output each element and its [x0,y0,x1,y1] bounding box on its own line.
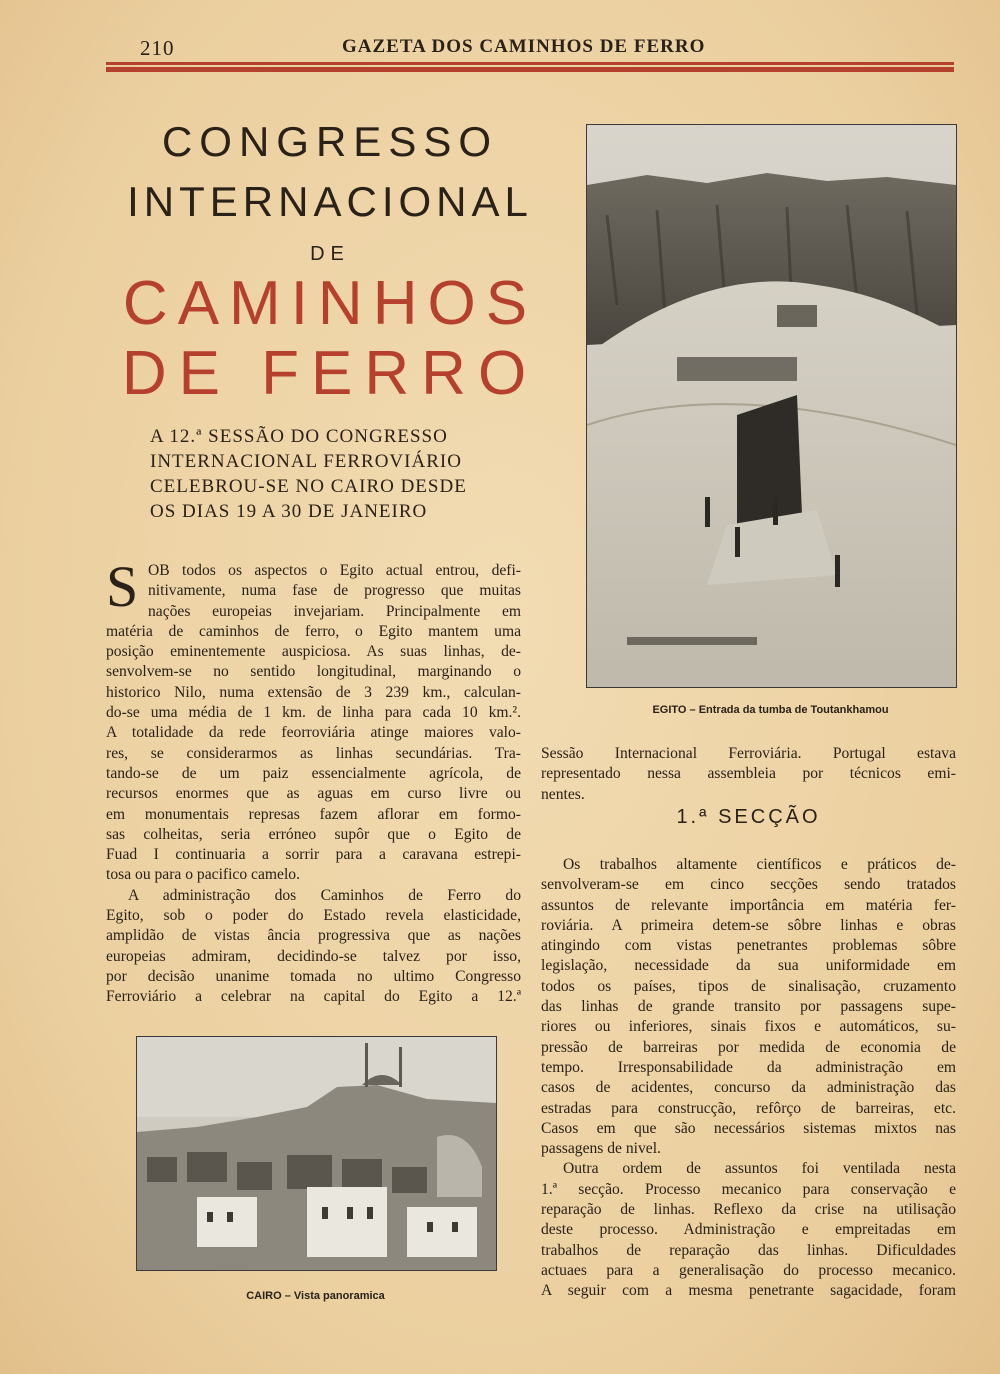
header-rule-thick [106,67,954,72]
text-line: roviária. A primeira detem-se sôbre linhas e obras [541,916,956,934]
text-line: nitivamente, numa fase de progresso que muitas [148,582,521,600]
text-line: historico Nilo, numa extensão de 3 239 km., calculan- [106,683,521,701]
title-line-2: INTERNACIONAL [127,178,533,225]
text-line: Casos em que são necessários sistemas mixtos nas [541,1119,956,1137]
text-line: 1.ª secção. Processo mecanico para conservação e [541,1180,956,1198]
text-line: Ferroviário a celebrar na capital do Egito a 12.ª [106,988,521,1006]
drop-cap: S [106,554,139,619]
text-line: assuntos de relevante importância em matéria fer- [541,896,956,914]
text-line: pressão de barreiras por medida de economia de [541,1038,956,1056]
subtitle-line: CELEBROU-SE NO CAIRO DESDE [150,476,467,497]
text-line: do-se uma média de 1 km. de linha para cada 10 km.². [106,704,521,722]
text-line: estradas para construcção, refôrço de barreiras, etc. [541,1099,956,1117]
title-line-5: DE FERRO [121,339,539,408]
text-line: deste processo. Administração e empreitadas em [541,1221,956,1239]
text-line: res, se considerarmos as linhas secundárias. Tra- [106,744,521,762]
text-line: senvolvem-se no sentido longitudinal, marginando o [106,663,521,681]
title-line-4: CAMINHOS [122,269,538,338]
left-column-text [106,561,521,1008]
text-line: A seguir com a mesma penetrante sagacidade, foram [541,1282,956,1300]
article-subtitle [150,424,510,524]
text-line: A administração dos Caminhos de Ferro do [128,886,521,904]
subtitle-line: INTERNACIONAL FERROVIÁRIO [150,451,462,472]
text-line: tando-se de um paiz essencialmente agrícola, de [106,764,521,782]
text-line: passagens de nivel. [541,1140,661,1158]
text-line: Sessão Internacional Ferroviária. Portugal estava [541,745,956,762]
text-line: em monumentais represas fazem aflorar em formo- [106,805,521,823]
text-line: A totalidade da rede feorroviária atinge maiores valo- [106,724,521,742]
text-line: nentes. [541,785,585,803]
text-line: senvolveram-se em cinco secções sendo tratados [541,876,956,894]
photo-tomb-entrance [586,124,957,688]
photo-cairo-panorama [136,1036,497,1271]
header-rule-thin [106,62,954,65]
text-line: tempo. Irresponsabilidade da administração em [541,1058,956,1076]
text-line: sas colheitas, seria erróneo supôr que o Egito de [106,825,521,843]
text-line: matéria de caminhos de ferro, o Egito mantem uma [106,622,521,640]
text-line: recursos enormes que as aguas em curso livre ou [106,785,521,803]
text-line: reparação de linhas. Reflexo da crise na utilisação [541,1201,956,1219]
text-line: representado nessa assembleia por técnicos emi- [541,765,956,783]
text-line: posição eminentemente auspiciosa. As suas linhas, de- [106,643,521,661]
right-column-top-text [541,744,956,805]
text-line: tosa ou para o pacifico camelo. [106,866,300,884]
text-line: riores ou inferiores, sinais fixos e automáticos, su- [541,1018,956,1036]
section-heading: 1.ª SECÇÃO [676,806,821,828]
photo-cairo-caption: CAIRO – Vista panoramica [246,1290,385,1302]
text-line: casos de acidentes, concurso da administração das [541,1079,956,1097]
text-line: Outra ordem de assuntos foi ventilada nesta [563,1160,956,1178]
subtitle-line: OS DIAS 19 A 30 DE JANEIRO [150,501,428,522]
photo-tomb-caption: EGITO – Entrada da tumba de Toutankhamou [652,704,889,716]
text-line: nações europeias invejariam. Principalmente em [148,602,521,620]
tomb-photo-image [587,125,956,687]
cairo-photo-image [137,1037,496,1270]
text-line: amplidão de vistas ância progressiva que as nações [106,927,521,945]
running-header: GAZETA DOS CAMINHOS DE FERRO [342,36,706,57]
text-line: legislação, necessidade da sua uniformidade em [541,957,956,975]
title-line-1: CONGRESSO [161,118,499,165]
text-line: trabalhos de reparação das linhas. Dificuldades [541,1241,956,1259]
text-line: Fuad I continuaria a sorrir para a caravana estrepi- [106,846,521,864]
right-column-text [541,855,956,1302]
text-line: das linhas de grande transito por passagens supe- [541,998,956,1016]
page-number: 210 [140,36,175,60]
text-line: Egito, sob o poder do Estado revela elasticidade, [106,907,521,925]
text-line: atingindo com vistas penetrantes problemas sôbre [541,937,956,955]
text-line: por decisão unanime tomada no ultimo Congresso [106,967,521,985]
title-line-3: DE [310,243,350,265]
subtitle-line: A 12.ª SESSÃO DO CONGRESSO [150,426,448,447]
text-line: europeias admiram, decidindo-se talvez por isso, [106,947,521,965]
text-line: todos os países, tipos de sinalisação, cruzamento [541,977,956,995]
text-line: Os trabalhos altamente científicos e práticos de- [563,856,956,873]
text-line: OB todos os aspectos o Egito actual entrou, defi- [148,562,521,579]
text-line: actuaes para a generalisação do processo mecanico. [541,1261,956,1279]
